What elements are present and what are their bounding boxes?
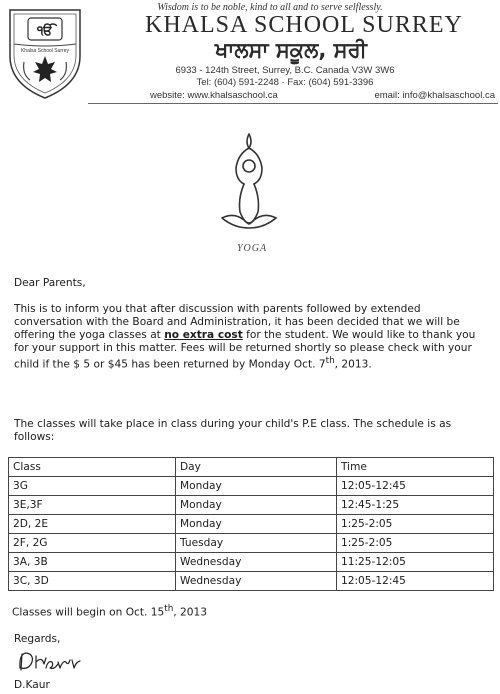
no-extra-cost-emphasis: no extra cost [164, 329, 243, 341]
cell-day: Monday [176, 496, 337, 515]
crest-motto-text: Khalsa School Surrey [20, 48, 70, 54]
letter-paragraph-2: The classes will take place in class during your child's P.E class. The schedule is as follows: [14, 418, 452, 443]
cell-time: 12:05-12:45 [337, 477, 494, 496]
cell-time: 1:25-2:05 [337, 534, 494, 553]
cell-class: 2D, 2E [9, 515, 176, 534]
cell-time: 1:25-2:05 [337, 515, 494, 534]
header-class: Class [9, 458, 176, 477]
school-address: 6933 - 124th Street, Surrey, B.C. Canada V3W 3W6 [175, 65, 395, 76]
para1-text-end: , 2013. [334, 358, 372, 371]
para1-date-suffix: th [325, 356, 335, 366]
school-email: email: info@khalsaschool.ca [374, 90, 495, 101]
table-row [9, 477, 494, 496]
table-row [9, 496, 494, 515]
cell-day: Monday [176, 477, 337, 496]
cell-class: 2F, 2G [9, 534, 176, 553]
cell-time: 11:25-12:05 [337, 553, 494, 572]
header-divider [88, 103, 498, 104]
begin-date-suffix: th [164, 604, 174, 614]
contact-row [150, 90, 495, 101]
cell-day: Monday [176, 515, 337, 534]
cell-class: 3A, 3B [9, 553, 176, 572]
yoga-logo-caption: YOGA [237, 243, 268, 254]
para1-text-middle: for the student. We would like to thank you for your support in this matter. Fees will be returned shortly so please check with your child if the $ 5 or $45 has been returned by Monday Oct. 7 [14, 329, 476, 371]
table-row [9, 515, 494, 534]
table-row [9, 534, 494, 553]
school-phone-fax: Tel: (604) 591-2248 · Fax: (604) 591-3396 [196, 77, 374, 88]
table-row [9, 553, 494, 572]
cell-day: Tuesday [176, 534, 337, 553]
school-name-heading: KHALSA SCHOOL SURREY [145, 12, 463, 38]
cell-class: 3E,3F [9, 496, 176, 515]
school-address-block [0, 65, 500, 89]
school-name-punjabi: ਖਾਲਸਾ ਸਕੂਲ, ਸਰੀ [215, 38, 367, 62]
cell-class: 3G [9, 477, 176, 496]
begin-year: , 2013 [173, 606, 207, 619]
letter-paragraph-1 [14, 303, 492, 372]
cell-time: 12:05-12:45 [337, 572, 494, 591]
schedule-table [8, 457, 494, 591]
header-time: Time [337, 458, 494, 477]
handwritten-signature [16, 648, 96, 676]
begin-text: Classes will begin on Oct. 15 [12, 606, 165, 619]
letter-closing: Regards, [14, 633, 61, 645]
classes-begin-note [12, 603, 490, 620]
crest-emblem-glyph: ੴ [37, 24, 53, 39]
yoga-figure-icon [218, 132, 280, 234]
cell-day: Wednesday [176, 572, 337, 591]
cell-day: Wednesday [176, 553, 337, 572]
cell-time: 12:45-1:25 [337, 496, 494, 515]
cell-class: 3C, 3D [9, 572, 176, 591]
signer-name: D.Kaur [14, 679, 50, 691]
para1-text-start: This is to inform you that after discussion with parents followed by extended conversation with the Board and Administration, it has been decided that we will be offering the yoga classes at [14, 303, 460, 341]
school-motto: Wisdom is to be noble, kind to all and to serve selflessly. [157, 2, 383, 13]
school-website: website: www.khalsaschool.ca [150, 90, 278, 101]
schedule-header-row [9, 458, 494, 477]
letter-greeting: Dear Parents, [14, 277, 86, 289]
table-row [9, 572, 494, 591]
header-day: Day [176, 458, 337, 477]
